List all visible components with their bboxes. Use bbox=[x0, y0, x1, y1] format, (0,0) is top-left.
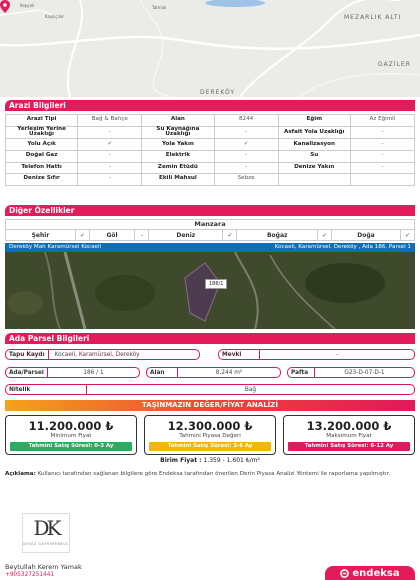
map-label-derekoy: DEREKÖY bbox=[200, 89, 236, 96]
arazi-key: Su bbox=[278, 150, 350, 162]
map-label-mezarlik: MEZARLIK ALTI bbox=[344, 14, 402, 21]
manzara-item-label: Deniz bbox=[149, 230, 223, 241]
section-diger-title: Diğer Özellikler bbox=[5, 205, 415, 216]
pafta-label: Pafta bbox=[291, 369, 309, 376]
arazi-row bbox=[6, 162, 415, 174]
endeksa-logo bbox=[325, 566, 415, 580]
arazi-value: - bbox=[350, 139, 414, 151]
manzara-item-check: ✓ bbox=[75, 230, 89, 241]
manzara-item-check: ✓ bbox=[401, 230, 415, 241]
market-sale-badge: Tahmini Satış Süresi: 3-6 Ay bbox=[149, 442, 271, 451]
arazi-key: Ekili Mahsul bbox=[142, 174, 214, 186]
tapu-row bbox=[5, 349, 200, 360]
arazi-key: Alan bbox=[142, 115, 214, 127]
agent-name: Beytullah Kerem Yamak bbox=[5, 563, 82, 571]
arazi-value: - bbox=[78, 150, 142, 162]
map-label-tatmak: Tatmak bbox=[152, 5, 167, 10]
manzara-item-check: ✓ bbox=[317, 230, 331, 241]
arazi-key: Zemin Etüdü bbox=[142, 162, 214, 174]
arazi-key: Elektrik bbox=[142, 150, 214, 162]
valuation-title: TAŞINMAZIN DEĞER/FİYAT ANALİZİ bbox=[5, 400, 415, 411]
mevki-value: - bbox=[335, 351, 339, 358]
manzara-table bbox=[5, 229, 415, 241]
map-label-kepceli: Kaşıkçılar bbox=[45, 14, 65, 19]
nitelik-value: Bağ bbox=[244, 386, 257, 393]
aerial-caption-left: Dereköy Mah Karamürsel Kocaeli bbox=[9, 244, 102, 250]
arazi-value: ✓ bbox=[78, 139, 142, 151]
unit-price-label: Birim Fiyat : bbox=[160, 457, 202, 464]
agency-logo-subtitle: DENİZ GAYRİMENKUL bbox=[23, 542, 69, 546]
arazi-row bbox=[6, 150, 415, 162]
min-price: 11.200.000 ₺ bbox=[28, 419, 114, 433]
arazi-key: Denize Yakın bbox=[278, 162, 350, 174]
adaparsel-label: Ada/Parsel bbox=[9, 369, 44, 376]
tapu-label: Tapu Kaydı bbox=[9, 351, 45, 358]
endeksa-mark-icon bbox=[340, 569, 349, 578]
nitelik-label: Nitelik bbox=[9, 386, 31, 393]
manzara-item-label: Göl bbox=[89, 230, 134, 241]
market-price: 12.300.000 ₺ bbox=[167, 419, 253, 433]
alan-label: Alan bbox=[150, 369, 165, 376]
arazi-row bbox=[6, 139, 415, 151]
unit-price bbox=[100, 457, 320, 464]
max-sale-badge: Tahmini Satış Süresi: 6-12 Ay bbox=[288, 442, 410, 451]
arazi-key: Doğal Gaz bbox=[6, 150, 78, 162]
arazi-value: - bbox=[214, 126, 278, 139]
manzara-box bbox=[5, 219, 415, 241]
location-map[interactable] bbox=[0, 0, 420, 97]
map-label-small: Kepçeli bbox=[20, 3, 35, 8]
arazi-value: - bbox=[214, 162, 278, 174]
agency-logo-mark: DK bbox=[33, 516, 59, 540]
mevki-label: Mevki bbox=[222, 351, 242, 358]
alan-value: 8,244 m² bbox=[215, 369, 243, 376]
arazi-value: - bbox=[78, 162, 142, 174]
arazi-key: Su Kaynağına Uzaklığı bbox=[142, 126, 214, 139]
disclaimer bbox=[5, 471, 415, 477]
manzara-item-check: - bbox=[135, 230, 149, 241]
pafta-value: G23-D-07-D-1 bbox=[344, 369, 385, 376]
map-label-gaziler: GAZİLER bbox=[378, 61, 411, 68]
arazi-row bbox=[6, 126, 415, 139]
manzara-title: Manzara bbox=[5, 219, 415, 229]
section-ada-title: Ada Parsel Bilgileri bbox=[5, 333, 415, 344]
parcel-tag: 186/1 bbox=[205, 279, 227, 289]
adaparsel-value: 186 / 1 bbox=[83, 369, 104, 376]
disclaimer-label: Açıklama: bbox=[5, 471, 36, 477]
arazi-value: ✓ bbox=[214, 139, 278, 151]
nitelik-row bbox=[5, 384, 415, 395]
pafta-row bbox=[287, 367, 415, 378]
alan-row bbox=[146, 367, 281, 378]
arazi-value: - bbox=[350, 126, 414, 139]
arazi-key: Asfalt Yola Uzaklığı bbox=[278, 126, 350, 139]
arazi-value bbox=[350, 174, 414, 186]
arazi-row bbox=[6, 174, 415, 186]
section-arazi-title: Arazi Bilgileri bbox=[5, 100, 415, 111]
price-card-max bbox=[283, 415, 415, 455]
endeksa-wordmark: endeksa bbox=[352, 567, 400, 579]
arazi-key: Arazi Tipi bbox=[6, 115, 78, 127]
arazi-key: Telefon Hattı bbox=[6, 162, 78, 174]
arazi-value: - bbox=[78, 174, 142, 186]
price-card-min bbox=[5, 415, 137, 455]
arazi-value: - bbox=[350, 150, 414, 162]
arazi-key: Denize Sıfır bbox=[6, 174, 78, 186]
manzara-item-label: Boğaz bbox=[237, 230, 318, 241]
arazi-value: Sebze bbox=[214, 174, 278, 186]
arazi-value: 8244 bbox=[214, 115, 278, 127]
aerial-caption-bar bbox=[5, 243, 415, 252]
arazi-key: Eğim bbox=[278, 115, 350, 127]
unit-price-value: 1.359 - 1.601 ₺/m² bbox=[203, 457, 260, 464]
manzara-item-label: Doğa bbox=[331, 230, 400, 241]
arazi-value: - bbox=[78, 126, 142, 139]
arazi-row bbox=[6, 115, 415, 127]
manzara-item-label: Şehir bbox=[6, 230, 76, 241]
arazi-key: Kanalizasyon bbox=[278, 139, 350, 151]
aerial-caption-right: Kocaeli, Karamürsel, Dereköy , Ada 186, Parsel 1 bbox=[274, 244, 411, 250]
market-price-label: Tahmini Piyasa Değeri bbox=[179, 433, 241, 439]
price-card-market bbox=[144, 415, 276, 455]
arazi-key: Yola Yakın bbox=[142, 139, 214, 151]
disclaimer-text: Kullanıcı tarafından sağlanan bilgilere göre Endeksa tarafından önerilen Derin Piyasa Analizi Yöntemi ile raporlama yapılmıştır. bbox=[37, 471, 391, 477]
arazi-value: Bağ & Bahçe bbox=[78, 115, 142, 127]
arazi-value: - bbox=[214, 150, 278, 162]
arazi-key bbox=[278, 174, 350, 186]
max-price-label: Maksimum Fiyat bbox=[326, 433, 372, 439]
manzara-item-check: ✓ bbox=[223, 230, 237, 241]
arazi-value: Az Eğimli bbox=[350, 115, 414, 127]
max-price: 13.200.000 ₺ bbox=[306, 419, 392, 433]
agency-logo bbox=[22, 513, 70, 553]
arazi-value: - bbox=[350, 162, 414, 174]
adaparsel-row bbox=[5, 367, 140, 378]
arazi-key: Yerleşim Yerine Uzaklığı bbox=[6, 126, 78, 139]
mevki-row bbox=[218, 349, 415, 360]
min-sale-badge: Tahmini Satış Süresi: 0-3 Ay bbox=[10, 442, 132, 451]
agent-phone[interactable]: +905327251441 bbox=[5, 572, 55, 578]
min-price-label: Minimum Fiyat bbox=[50, 433, 92, 439]
location-pin-icon[interactable] bbox=[0, 0, 10, 13]
arazi-key: Yolu Açık bbox=[6, 139, 78, 151]
arazi-table bbox=[5, 114, 415, 186]
tapu-value: Kocaeli, Karamürsel, Dereköy bbox=[54, 351, 140, 358]
